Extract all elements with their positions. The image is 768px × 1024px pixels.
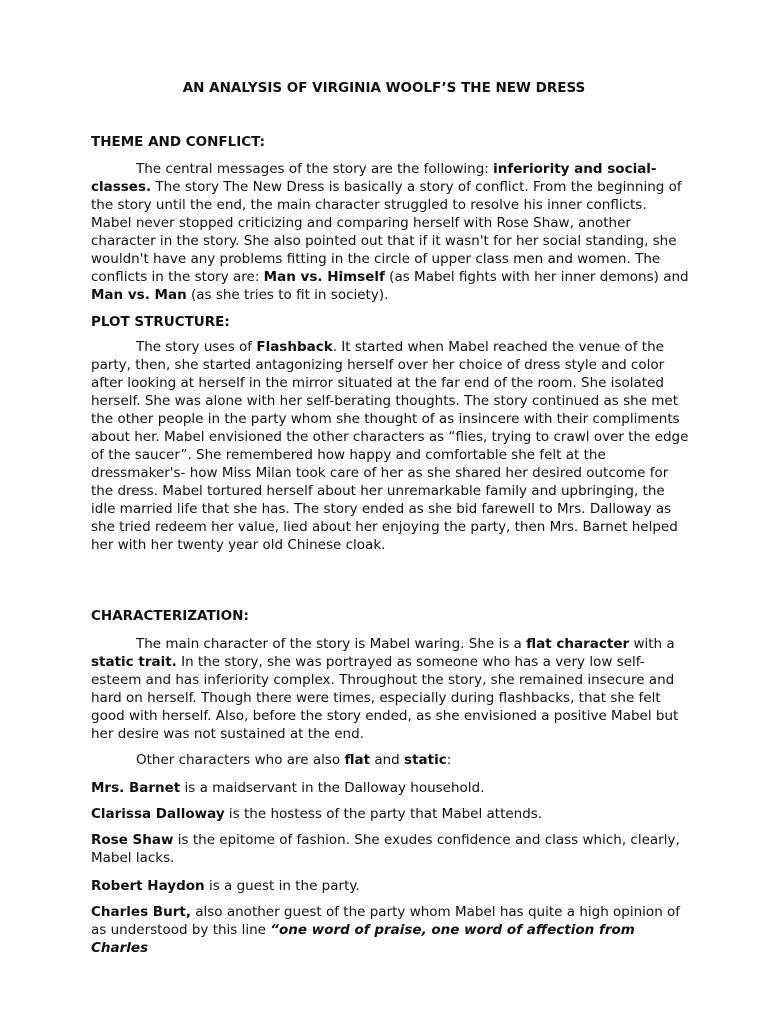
paragraph-characterization [91, 635, 691, 743]
emphasis-flat-character: flat character [526, 636, 630, 652]
paragraph-other-characters [91, 751, 691, 769]
quote-charles: “one word of praise, one word of affection from Charles [91, 922, 635, 956]
text-run: Other characters who are also [136, 752, 345, 768]
text-run: The central messages of the story are the following: [136, 161, 494, 177]
character-clarissa-dalloway [91, 805, 691, 823]
character-name: Rose Shaw [91, 832, 174, 848]
emphasis-flashback: Flashback [256, 339, 333, 355]
character-rose-shaw [91, 831, 691, 867]
text-run: with a [629, 636, 675, 652]
character-name: Robert Haydon [91, 878, 205, 894]
text-run: also another guest of the party whom Mabel has quite a high opinion of as understood by this line [91, 904, 681, 938]
character-robert-haydon [91, 877, 691, 895]
paragraph-theme [91, 160, 691, 304]
heading-plot-structure: PLOT STRUCTURE: [91, 314, 230, 330]
text-run: The main character of the story is Mabel waring. She is a [136, 636, 527, 652]
character-charles-burt [91, 903, 691, 957]
text-run: (as Mabel fights with her inner demons) and [384, 269, 689, 285]
emphasis-static-trait: static trait. [91, 654, 177, 670]
text-run: The story The New Dress is basically a story of conflict. From the beginning of the story until the end, the main character struggled to resolve his inner conflicts. Mabel never stopped criticizing and comparing herself with Rose Shaw, another character in the story. She also pointed out that if it wasn't for her social standing, she wouldn't have any problems fitting in the circle of upper class men and women. The conflicts in the story are: [91, 179, 682, 285]
paragraph-plot [91, 338, 691, 554]
text-run: (as she tries to fit in society). [186, 287, 389, 303]
character-name: Clarissa Dalloway [91, 806, 225, 822]
text-run: In the story, she was portrayed as someone who has a very low self-esteem and has inferiority complex. Throughout the story, she remained insecure and hard on herself. Though there were times, especially during flashbacks, that she felt good with herself. Also, before the story ended, as she envisioned a positive Mabel but her desire was not sustained at the end. [91, 654, 679, 742]
emphasis-inferiority: inferiority and social-classes. [91, 161, 657, 195]
text-run: The story uses of [136, 339, 257, 355]
text-run: is the epitome of fashion. She exudes confidence and class which, clearly, Mabel lacks. [91, 832, 680, 866]
emphasis-static: static [404, 752, 447, 768]
character-name: Charles Burt, [91, 904, 191, 920]
emphasis-man-vs-himself: Man vs. Himself [263, 269, 385, 285]
text-run: . It started when Mabel reached the venue of the party, then, she started antagonizing herself over her choice of dress style and color after looking at herself in the mirror situated at the far end of the room. She isolated herself. She was alone with her self-berating thoughts. The story continued as she met the other people in the party whom she thought of as insincere with their compliments about her. Mabel envisioned the other characters as “flies, trying to crawl over the edge of the saucer”. She remembered how happy and comfortable she felt at the dressmaker's- how Miss Milan took care of her as she shared her desired outcome for the dress. Mabel tortured herself about her unremarkable family and upbringing, the idle married life that she has. The story ended as she bid farewell to Mrs. Dalloway as she tried redeem her value, lied about her enjoying the party, then Mrs. Barnet helped her with her twenty year old Chinese cloak. [91, 339, 689, 553]
heading-characterization: CHARACTERIZATION: [91, 608, 249, 624]
character-mrs-barnet [91, 779, 691, 797]
text-run: : [446, 752, 452, 768]
text-run: is a guest in the party. [204, 878, 360, 894]
emphasis-flat: flat [344, 752, 371, 768]
emphasis-man-vs-man: Man vs. Man [91, 287, 187, 303]
character-name: Mrs. Barnet [91, 780, 181, 796]
document-title: AN ANALYSIS OF VIRGINIA WOOLF’S THE NEW DRESS [182, 80, 586, 96]
text-run: is a maidservant in the Dalloway household. [180, 780, 485, 796]
text-run: and [370, 752, 405, 768]
text-run: is the hostess of the party that Mabel attends. [224, 806, 543, 822]
heading-theme-and-conflict: THEME AND CONFLICT: [91, 134, 266, 150]
